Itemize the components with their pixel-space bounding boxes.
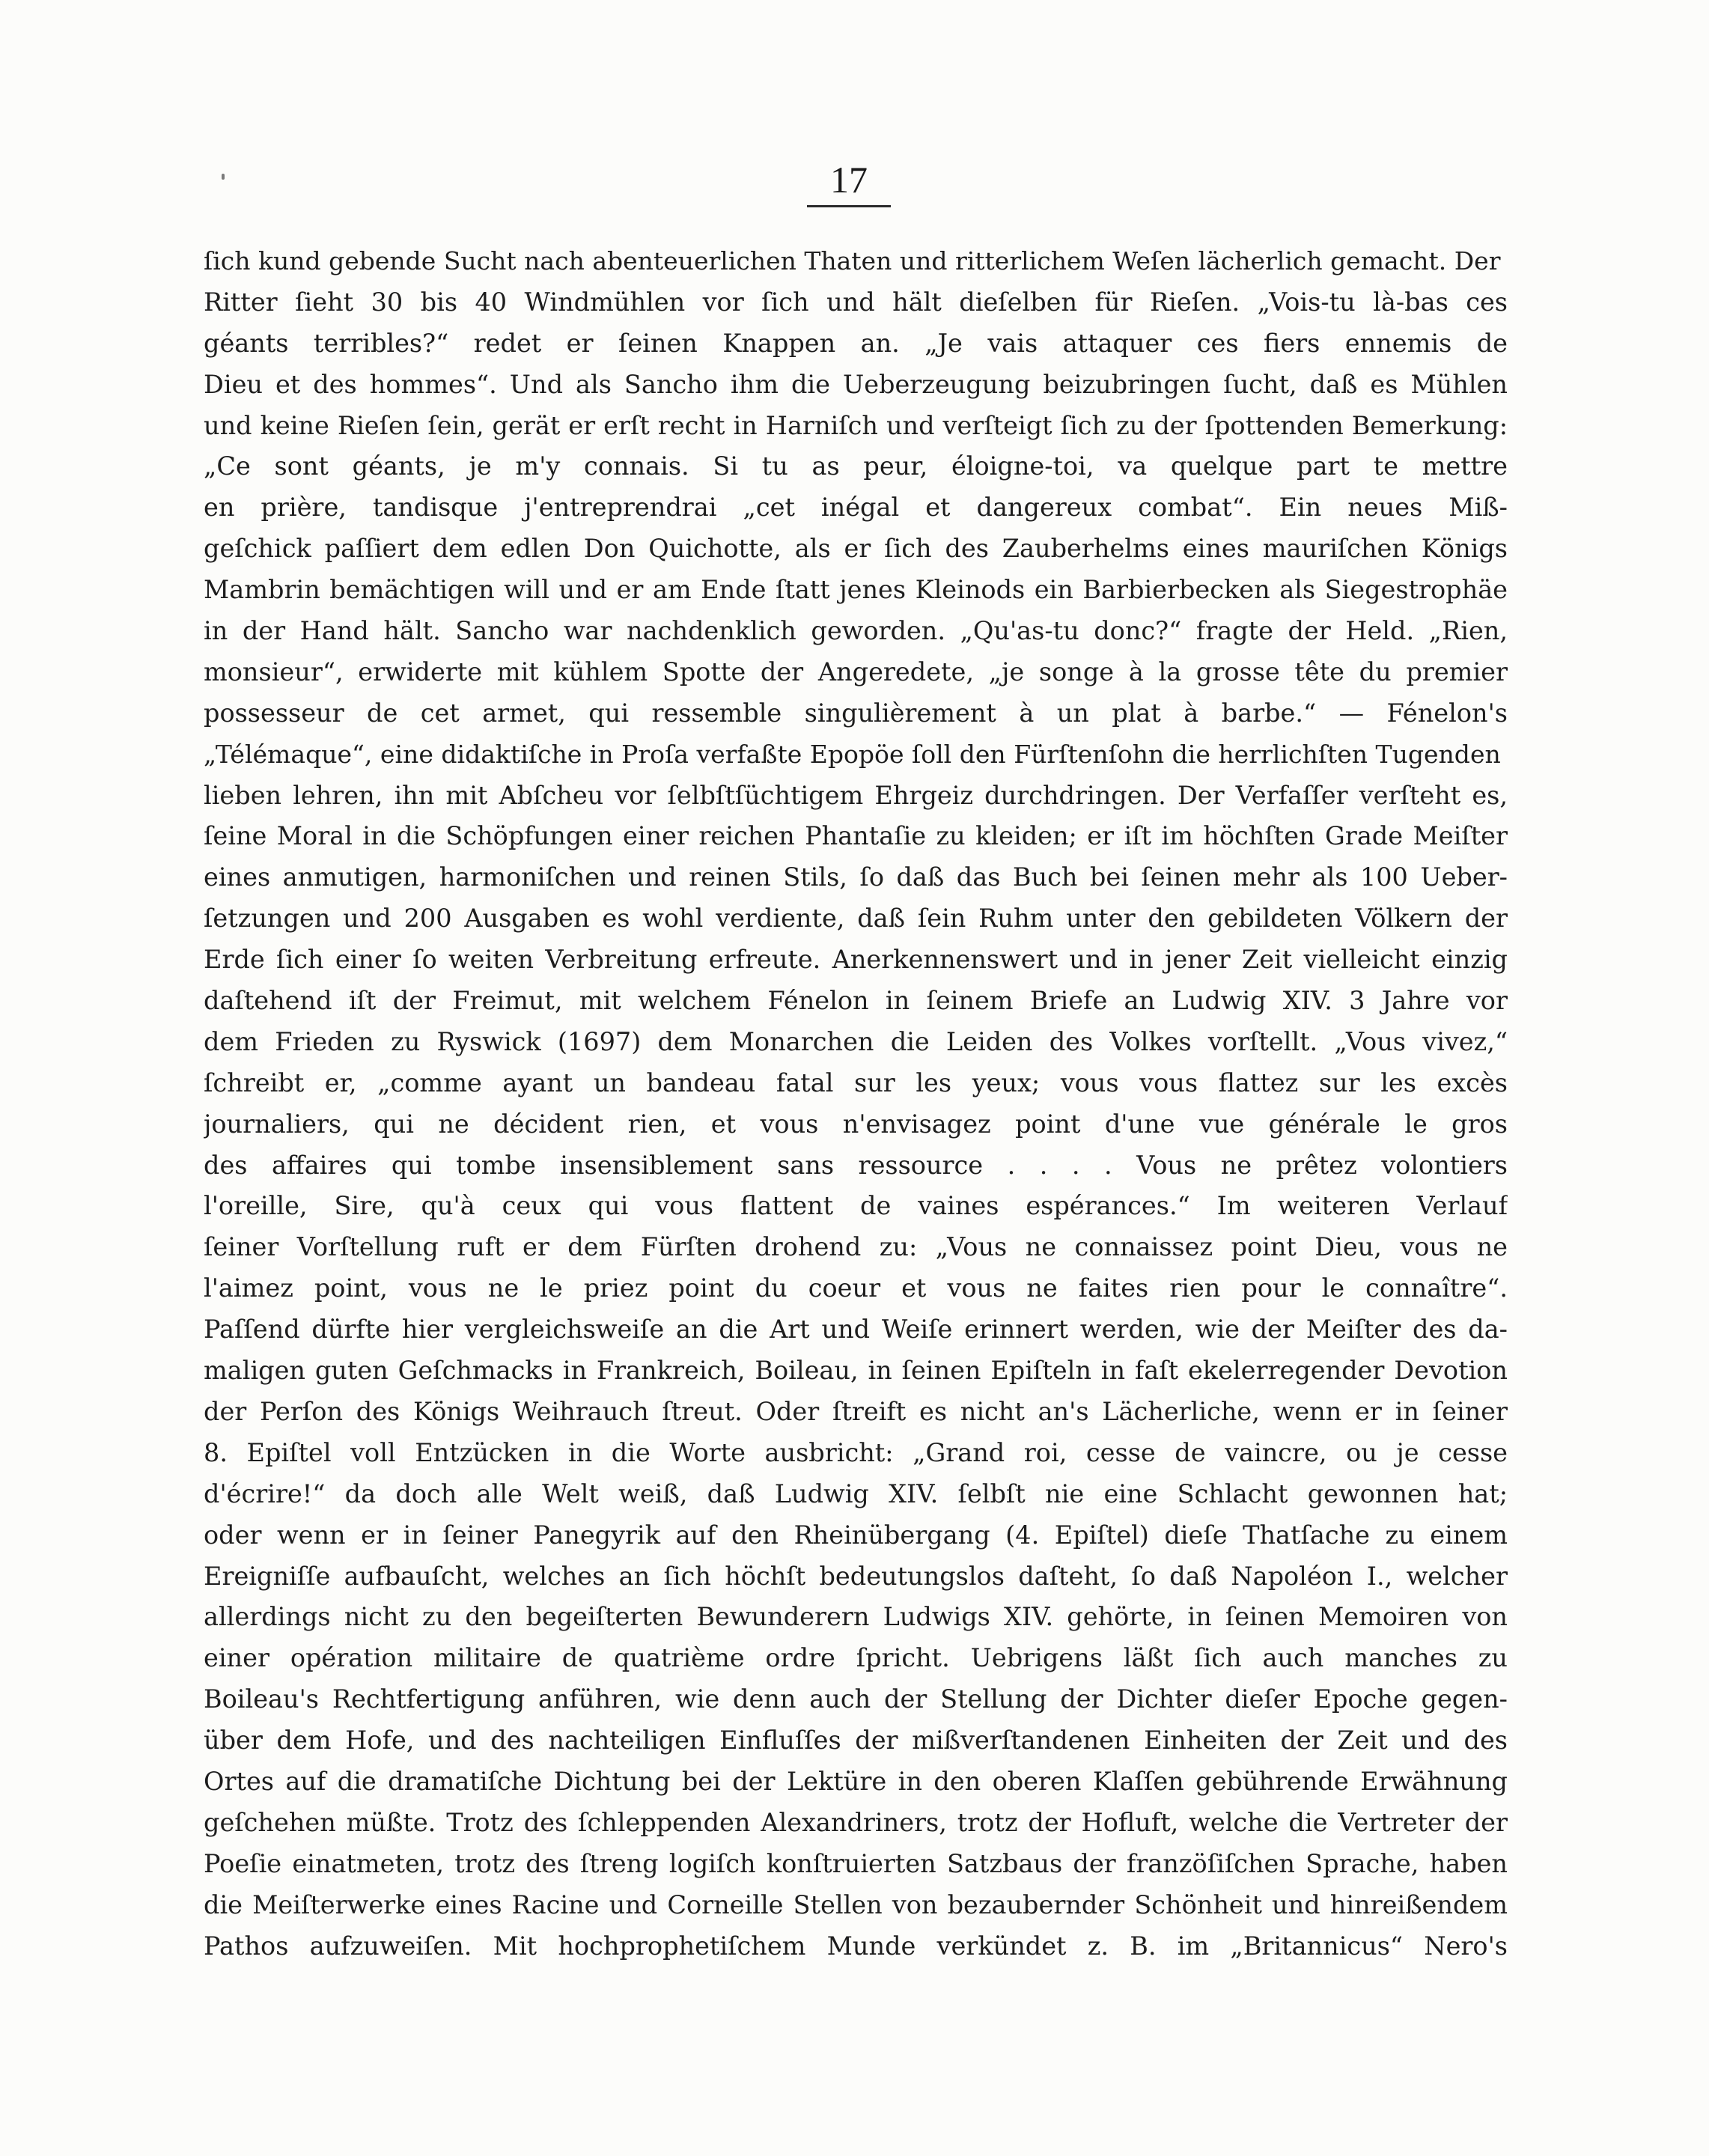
text-line: einer opération militaire de quatrième ordre ſpricht. Uebrigens läßt ſich auch manches zu xyxy=(204,1643,1508,1673)
text-line: Erde ſich einer ſo weiten Verbreitung erfreute. Anerkennenswert und in jener Zeit vielleicht einzig xyxy=(204,945,1508,975)
body-text xyxy=(204,241,1508,1967)
text-line: in der Hand hält. Sancho war nachdenklich geworden. „Qu'as-tu donc?“ fragte der Held. „Rien, xyxy=(204,616,1508,646)
text-line: 8. Epiſtel voll Entzücken in die Worte ausbricht: „Grand roi, cesse de vaincre, ou je cesse xyxy=(204,1437,1508,1467)
text-line: d'écrire!“ da doch alle Welt weiß, daß Ludwig XIV. ſelbſt nie eine Schlacht gewonnen hat; xyxy=(204,1479,1508,1508)
text-line: lieben lehren, ihn mit Abſcheu vor ſelbſtſüchtigem Ehrgeiz durchdringen. Der Verfaſſer verſteht es, xyxy=(204,780,1508,810)
text-line: über dem Hofe, und des nachteiligen Einfluſſes der mißverſtandenen Einheiten der Zeit und des xyxy=(204,1726,1508,1755)
page-number: 17 xyxy=(830,159,868,201)
text-line: ſeine Moral in die Schöpfungen einer reichen Phantaſie zu kleiden; er iſt im höchſten Grade Meiſter xyxy=(204,821,1508,851)
text-line: der Perſon des Königs Weihrauch ſtreut. Oder ſtreift es nicht an's Lächerliche, wenn er in ſeiner xyxy=(204,1396,1508,1426)
text-line: daſtehend iſt der Freimut, mit welchem Fénelon in ſeinem Briefe an Ludwig XIV. 3 Jahre vor xyxy=(204,986,1508,1016)
page-number-underline xyxy=(807,205,891,207)
text-line: ſich kund gebende Sucht nach abenteuerlichen Thaten und ritterlichem Weſen lächerlich gemacht. Der xyxy=(204,246,1501,275)
text-line: allerdings nicht zu den begeiſterten Bewunderern Ludwigs XIV. gehörte, in ſeinen Memoiren von xyxy=(204,1602,1508,1632)
text-line: geſchick paſſiert dem edlen Don Quichotte, als er ſich des Zauberhelms eines mauriſchen Königs xyxy=(204,534,1508,564)
text-line: des affaires qui tombe insensiblement sans ressource . . . . Vous ne prêtez volontiers xyxy=(204,1150,1508,1180)
text-line: Pathos aufzuweiſen. Mit hochprophetiſchem Munde verkündet z. B. im „Britannicus“ Nero's xyxy=(204,1931,1508,1961)
text-line: oder wenn er in ſeiner Panegyrik auf den Rheinübergang (4. Epiſtel) dieſe Thatſache zu einem xyxy=(204,1520,1508,1550)
text-line: Dieu et des hommes“. Und als Sancho ihm die Ueberzeugung beizubringen ſucht, daß es Mühlen xyxy=(204,369,1508,399)
text-line: géants terribles?“ redet er ſeinen Knappen an. „Je vais attaquer ces fiers ennemis de xyxy=(204,328,1508,358)
text-line: „Ce sont géants, je m'y connais. Si tu as peur, éloigne-toi, va quelque part te mettre xyxy=(204,451,1508,481)
text-line: l'aimez point, vous ne le priez point du coeur et vous ne faites rien pour le connaître“. xyxy=(204,1273,1508,1303)
text-line: Ortes auf die dramatiſche Dichtung bei der Lektüre in den oberen Klaſſen gebührende Erwähnung xyxy=(204,1766,1508,1796)
text-line: eines anmutigen, harmoniſchen und reinen Stils, ſo daß das Buch bei ſeinen mehr als 100 Ueber- xyxy=(204,862,1508,892)
text-line: geſchehen müßte. Trotz des ſchleppenden Alexandriners, trotz der Hofluft, welche die Vertreter der xyxy=(204,1807,1508,1837)
text-line: „Télémaque“, eine didaktiſche in Proſa verfaßte Epopöe ſoll den Fürſtenſohn die herrlichſten Tugenden xyxy=(204,739,1501,769)
text-line: Ereigniſſe aufbauſcht, welches an ſich höchſt bedeutungslos daſteht, ſo daß Napoléon I., welcher xyxy=(204,1561,1508,1591)
text-line: die Meiſterwerke eines Racine und Corneille Stellen von bezaubernder Schönheit und hinreißendem xyxy=(204,1889,1508,1919)
text-line: en prière, tandisque j'entreprendrai „cet inégal et dangereux combat“. Ein neues Miß- xyxy=(204,493,1508,523)
text-line: journaliers, qui ne décident rien, et vous n'envisagez point d'une vue générale le gros xyxy=(204,1109,1508,1139)
scan-speck xyxy=(222,174,225,180)
text-line: monsieur“, erwiderte mit kühlem Spotte der Angeredete, „je songe à la grosse tête du premier xyxy=(204,657,1508,686)
text-line: ſetzungen und 200 Ausgaben es wohl verdiente, daß ſein Ruhm unter den gebildeten Völkern der xyxy=(204,904,1508,934)
text-line: dem Frieden zu Ryswick (1697) dem Monarchen die Leiden des Volkes vorſtellt. „Vous vivez,“ xyxy=(204,1026,1508,1056)
text-line: ſchreibt er, „comme ayant un bandeau fatal sur les yeux; vous vous flattez sur les excès xyxy=(204,1068,1508,1097)
text-line: Ritter ſieht 30 bis 40 Windmühlen vor ſich und hält dieſelben für Rieſen. „Vois-tu là-bas ces xyxy=(204,287,1508,317)
text-line: Boileau's Rechtfertigung anführen, wie denn auch der Stellung der Dichter dieſer Epoche gegen- xyxy=(204,1684,1508,1714)
text-line: ſeiner Vorſtellung ruft er dem Fürſten drohend zu: „Vous ne connaissez point Dieu, vous ne xyxy=(204,1232,1508,1262)
text-line: possesseur de cet armet, qui ressemble singulièrement à un plat à barbe.“ — Fénelon's xyxy=(204,698,1508,728)
text-line: Poeſie einatmeten, trotz des ſtreng logiſch konſtruierten Satzbaus der franzöſiſchen Sprache, haben xyxy=(204,1848,1508,1878)
text-line: und keine Rieſen ſein, gerät er erſt recht in Harniſch und verſteigt ſich zu der ſpottenden Bemerkung: xyxy=(204,410,1508,440)
text-line: maligen guten Geſchmacks in Frankreich, Boileau, in ſeinen Epiſteln in faſt ekelerregender Devotion xyxy=(204,1356,1508,1386)
text-line: l'oreille, Sire, qu'à ceux qui vous flattent de vaines espérances.“ Im weiteren Verlauf xyxy=(204,1191,1508,1221)
text-line: Mambrin bemächtigen will und er am Ende ſtatt jenes Kleinods ein Barbierbecken als Siegestrophäe xyxy=(204,575,1508,605)
text-line: Paſſend dürfte hier vergleichsweiſe an die Art und Weiſe erinnert werden, wie der Meiſter des da- xyxy=(204,1315,1508,1345)
